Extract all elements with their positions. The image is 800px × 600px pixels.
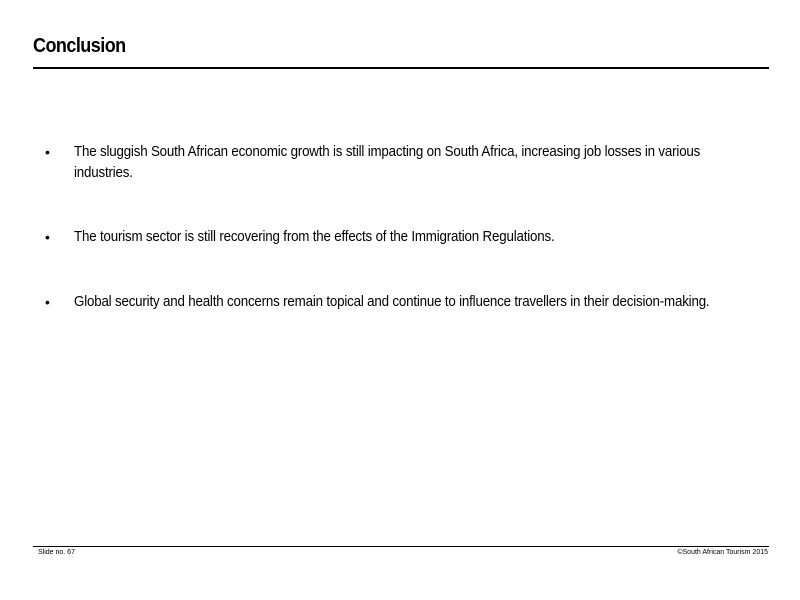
bullet-text: Global security and health concerns remain topical and continue to influence travellers in their decision-making. <box>74 294 710 310</box>
bullet-text: The sluggish South African economic growth is still impacting on South Africa, increasing job losses in various industries. <box>74 144 701 181</box>
copyright-notice: ©South African Tourism 2015 <box>677 549 768 556</box>
footer-divider <box>33 546 769 547</box>
bullet-marker: • <box>45 144 50 160</box>
bullet-marker: • <box>45 229 50 245</box>
slide-number: Slide no. 67 <box>38 549 75 556</box>
bullet-text: The tourism sector is still recovering from the effects of the Immigration Regulations. <box>74 229 555 245</box>
title-divider <box>33 67 769 69</box>
bullet-marker: • <box>45 294 50 310</box>
slide-title: Conclusion <box>33 35 126 57</box>
